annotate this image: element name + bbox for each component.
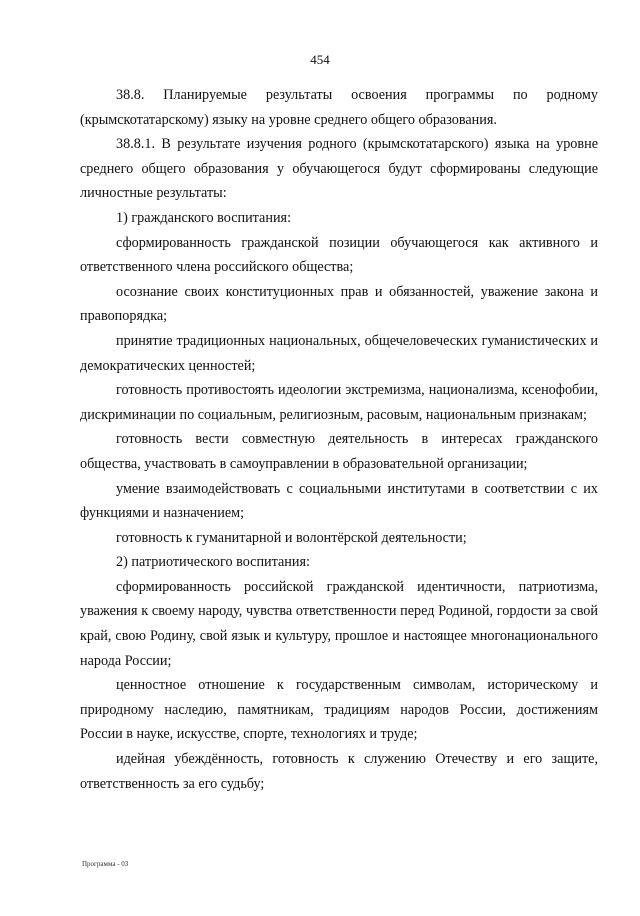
paragraph: ценностное отношение к государственным символам, историческому и природному наследию, памятникам, традициям народов России, достижениям России в науке, искусстве, спорте, технологиях и труде; bbox=[80, 677, 598, 743]
document-body bbox=[80, 83, 598, 796]
subsection-intro: 38.8.1. В результате изучения родного (крымскотатарского) языка на уровне среднего общего образования у обучающегося будут сформированы следующие личностные результаты: bbox=[80, 136, 598, 202]
page-number: 454 bbox=[310, 52, 330, 67]
paragraph: умение взаимодействовать с социальными институтами в соответствии с их функциями и назначением; bbox=[80, 480, 598, 522]
list-heading-civic: 1) гражданского воспитания: bbox=[116, 209, 292, 226]
paragraph: готовность противостоять идеологии экстремизма, национализма, ксенофобии, дискриминации по социальным, религиозным, расовым, национальным признакам; bbox=[80, 382, 598, 423]
paragraph: готовность вести совместную деятельность в интересах гражданского общества, участвовать в самоуправлении в образовательной организации; bbox=[80, 431, 598, 472]
section-heading: 38.8. Планируемые результаты освоения программы по родному (крымскотатарскому) языку на уровне среднего общего образования. bbox=[80, 87, 598, 128]
paragraph: идейная убеждённость, готовность к служению Отечеству и его защите, ответственность за его судьбу; bbox=[80, 751, 598, 792]
page-footer: Программа - 03 bbox=[82, 860, 129, 868]
paragraph: принятие традиционных национальных, общечеловеческих гуманистических и демократических ценностей; bbox=[80, 332, 598, 374]
list-heading-patriotic: 2) патриотического воспитания: bbox=[116, 554, 310, 571]
paragraph: осознание своих конституционных прав и обязанностей, уважение закона и правопорядка; bbox=[80, 283, 598, 325]
paragraph: сформированность российской гражданской идентичности, патриотизма, уважения к своему народу, чувства ответственности перед Родиной, гордости за свой край, свою Родину, свой язык и культуру, прошлое и настоящее многонационального народа России; bbox=[80, 578, 598, 669]
paragraph: сформированность гражданской позиции обучающегося как активного и ответственного члена российского общества; bbox=[80, 234, 598, 276]
paragraph: готовность к гуманитарной и волонтёрской деятельности; bbox=[116, 529, 467, 546]
